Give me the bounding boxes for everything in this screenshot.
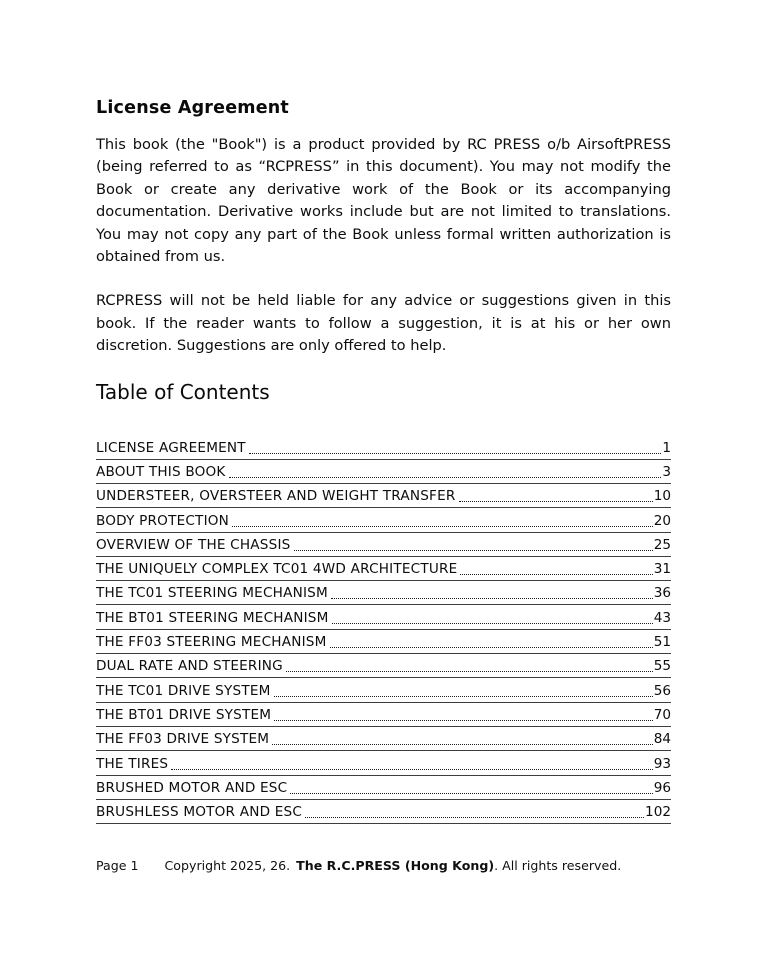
footer-publisher-name: The R.C.PRESS (Hong Kong) (296, 858, 495, 873)
toc-entry[interactable] (96, 513, 671, 533)
toc-dotted-leader (229, 477, 662, 478)
toc-dotted-leader (305, 817, 644, 818)
toc-entry-title: THE FF03 STEERING MECHANISM (96, 634, 327, 651)
toc-entry-title: THE BT01 DRIVE SYSTEM (96, 706, 272, 723)
toc-entry-title: LICENSE AGREEMENT (96, 439, 246, 456)
table-of-contents-heading: Table of Contents (96, 379, 270, 404)
license-agreement-heading: License Agreement (96, 98, 289, 118)
toc-entry-page-number: 31 (653, 561, 671, 578)
footer-copyright-text: Copyright 2025, 26. (164, 858, 291, 873)
toc-dotted-leader (249, 453, 662, 454)
toc-entry-title: THE FF03 DRIVE SYSTEM (96, 731, 270, 748)
toc-entry[interactable] (96, 683, 671, 703)
toc-dotted-leader (272, 744, 652, 745)
toc-entry[interactable] (96, 634, 671, 654)
toc-entry-page-number: 96 (653, 779, 671, 796)
toc-dotted-leader (294, 550, 653, 551)
toc-entry[interactable] (96, 537, 671, 557)
toc-entry[interactable] (96, 804, 671, 824)
toc-entry-page-number: 51 (653, 634, 671, 651)
toc-dotted-leader (274, 696, 653, 697)
document-page (96, 98, 671, 828)
toc-dotted-leader (459, 501, 653, 502)
toc-entry-title: OVERVIEW OF THE CHASSIS (96, 536, 291, 553)
toc-dotted-leader (274, 720, 652, 721)
toc-entry-title: THE TC01 STEERING MECHANISM (96, 585, 328, 602)
toc-entry-title: THE BT01 STEERING MECHANISM (96, 609, 329, 626)
toc-entry-page-number: 36 (653, 585, 671, 602)
toc-entry[interactable] (96, 585, 671, 605)
toc-dotted-leader (232, 526, 653, 527)
toc-entry-page-number: 84 (653, 731, 671, 748)
toc-entry-page-number: 10 (653, 488, 671, 505)
license-paragraph-1: This book (the "Book") is a product provided by RC PRESS o/b AirsoftPRESS (being referred to as “RCPRESS” in this document). You may not modify the Book or create any derivative work of the Book or its accompanying documentation. Derivative works include but are not limited to translations. You may not copy any part of the Book unless formal written authorization is obtained from us. (96, 136, 671, 266)
toc-entry-page-number: 1 (662, 439, 671, 456)
table-of-contents (96, 440, 671, 824)
toc-entry-title: BRUSHLESS MOTOR AND ESC (96, 804, 303, 821)
license-paragraph-2: RCPRESS will not be held liable for any advice or suggestions given in this book. If the reader wants to follow a suggestion, it is at his or her own discretion. Suggestions are only offered to help. (96, 292, 671, 355)
toc-entry[interactable] (96, 464, 671, 484)
toc-entry-page-number: 25 (653, 536, 671, 553)
toc-dotted-leader (286, 671, 653, 672)
toc-entry-page-number: 43 (653, 609, 671, 626)
toc-entry-title: UNDERSTEER, OVERSTEER AND WEIGHT TRANSFER (96, 488, 456, 505)
page-footer (96, 858, 671, 873)
toc-entry[interactable] (96, 561, 671, 581)
toc-entry-page-number: 3 (662, 463, 671, 480)
toc-entry-page-number: 70 (653, 706, 671, 723)
toc-dotted-leader (331, 598, 653, 599)
toc-entry[interactable] (96, 658, 671, 678)
toc-entry[interactable] (96, 707, 671, 727)
toc-entry-page-number: 20 (653, 512, 671, 529)
toc-entry-title: BRUSHED MOTOR AND ESC (96, 779, 288, 796)
toc-entry-title: BODY PROTECTION (96, 512, 230, 529)
toc-dotted-leader (332, 623, 653, 624)
toc-dotted-leader (330, 647, 653, 648)
toc-entry-page-number: 56 (653, 682, 671, 699)
toc-entry-title: THE TC01 DRIVE SYSTEM (96, 682, 271, 699)
toc-entry[interactable] (96, 780, 671, 800)
toc-entry-title: DUAL RATE AND STEERING (96, 658, 283, 675)
toc-entry-title: ABOUT THIS BOOK (96, 463, 226, 480)
toc-entry[interactable] (96, 488, 671, 508)
toc-dotted-leader (171, 769, 652, 770)
footer-page-number: Page 1 (96, 858, 139, 873)
toc-entry[interactable] (96, 440, 671, 460)
toc-entry-title: THE UNIQUELY COMPLEX TC01 4WD ARCHITECTURE (96, 561, 458, 578)
toc-entry[interactable] (96, 731, 671, 751)
toc-entry-page-number: 102 (645, 804, 671, 821)
toc-entry[interactable] (96, 756, 671, 776)
toc-entry-page-number: 93 (653, 755, 671, 772)
footer-rights-text: . All rights reserved. (494, 858, 622, 873)
toc-entry[interactable] (96, 610, 671, 630)
toc-entry-title: THE TIRES (96, 755, 169, 772)
toc-dotted-leader (460, 574, 652, 575)
toc-entry-page-number: 55 (653, 658, 671, 675)
toc-dotted-leader (290, 793, 652, 794)
